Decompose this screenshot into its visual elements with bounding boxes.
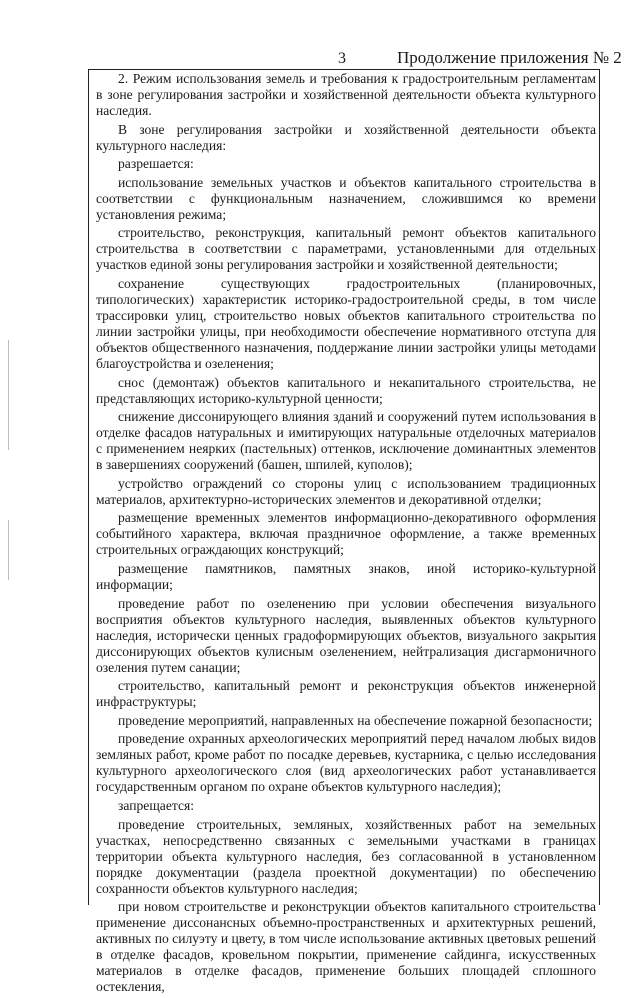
- left-margin-mark: [8, 340, 9, 450]
- paragraph: снижение диссонирующего влияния зданий и сооружений путем использования в отделке фасадов натуральных и имитирующих натуральные отделочных материалов с применением неярких (пастельных) оттенков, исключение доминантных элементов в завершениях сооружений (башен, шпилей, куполов);: [96, 409, 596, 473]
- paragraph: при новом строительстве и реконструкции объектов капитального строительства применение диссонансных объемно-пространственных и архитектурных решений, активных по силуэту и цвету, в том числе использование активных цветовых решений в отделке фасадов, кровельном покрытии, применение сайдинга, искусственных материалов в отделке фасадов, применение больших площадей сплошного остекления,: [96, 899, 596, 995]
- paragraph: размещение памятников, памятных знаков, иной историко-культурной информации;: [96, 560, 596, 592]
- paragraph: В зоне регулирования застройки и хозяйственной деятельности объекта культурного наследия:: [96, 121, 596, 153]
- paragraph: проведение строительных, земляных, хозяйственных работ на земельных участках, непосредственно связанных с земельными участками в границах территории объекта культурного наследия, без согласованной в установленном порядке документации (раздела проектной документации) по обеспечению сохранности объектов культурного наследия;: [96, 816, 596, 896]
- paragraph: использование земельных участков и объектов капитального строительства в соответствии с функциональным назначением, сложившимся ко времени установления режима;: [96, 174, 596, 222]
- paragraph: проведение охранных археологических мероприятий перед началом любых видов земляных работ, кроме работ по посадке деревьев, кустарника, с целью исследования культурного археологического слоя (вид археологических работ устанавливается государственным органом по охране объектов культурного наследия);: [96, 731, 596, 795]
- paragraph: устройство ограждений со стороны улиц с использованием традиционных материалов, архитектурно-исторических элементов и декоративной отделки;: [96, 475, 596, 507]
- left-margin-mark-lower: [8, 520, 9, 580]
- page-number: 3: [338, 50, 346, 67]
- paragraph: строительство, капитальный ремонт и реконструкция объектов инженерной инфраструктуры;: [96, 678, 596, 710]
- paragraph: проведение работ по озеленению при условии обеспечения визуального восприятия объектов культурного наследия, выявленных объектов культурного наследия, исторически ценных градоформирующих объектов, визуального закрытия диссонирующих объектов кулисным озеленением, нейтрализация дисгармоничного озеления путем санации;: [96, 595, 596, 675]
- paragraph: запрещается:: [118, 797, 195, 813]
- paragraph: разрешается:: [118, 156, 194, 172]
- paragraph: снос (демонтаж) объектов капитального и некапитального строительства, не представляющих историко-культурной ценности;: [96, 374, 596, 406]
- paragraph: 2. Режим использования земель и требования к градостроительным регламентам в зоне регулирования застройки и хозяйственной деятельности объекта культурного наследия.: [96, 71, 596, 118]
- paragraph: строительство, реконструкция, капитальный ремонт объектов капитального строительства в соответствии с параметрами, установленными для отдельных участков единой зоны регулирования застройки и хозяйственной деятельности;: [96, 225, 596, 273]
- paragraph: проведение мероприятий, направленных на обеспечение пожарной безопасности;: [118, 712, 593, 728]
- appendix-title: Продолжение приложения № 2: [397, 48, 622, 67]
- paragraph: сохранение существующих градостроительных (планировочных, типологических) характеристик историко-градостроительной среды, в том числе трассировки улиц, строительство новых объектов капитального строительства по линии застройки улицы, при необходимости обеспечение нормативного отступа для объектов общественного назначения, поддержание линии застройки улицы методами благоустройства и озеленения;: [96, 275, 596, 371]
- paragraph: размещение временных элементов информационно-декоративного оформления событийного характера, включая праздничное оформление, а также временных строительных ограждающих конструкций;: [96, 510, 596, 558]
- document-body: [96, 71, 596, 998]
